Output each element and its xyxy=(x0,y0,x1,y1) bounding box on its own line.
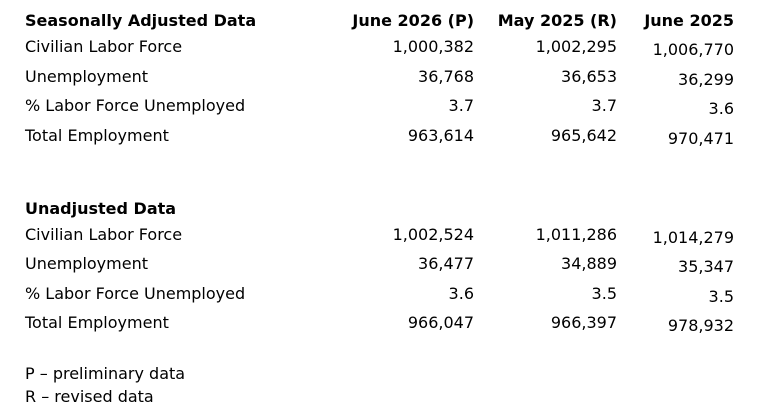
row-label: % Labor Force Unemployed xyxy=(25,96,246,115)
table-row xyxy=(0,95,764,117)
seasonally-adjusted-heading: Seasonally Adjusted Data xyxy=(25,11,257,30)
row-value: 34,889 xyxy=(561,254,617,273)
table-row xyxy=(0,36,764,58)
table-row xyxy=(0,253,764,275)
table-row xyxy=(0,312,764,334)
row-value: 978,932 xyxy=(667,316,734,335)
row-value: 3.6 xyxy=(448,284,474,303)
unadjusted-heading: Unadjusted Data xyxy=(25,199,177,218)
row-value: 36,299 xyxy=(678,70,734,89)
row-value: 36,477 xyxy=(418,254,474,273)
column-header-june-2025: June 2025 xyxy=(644,11,734,30)
row-label: Unemployment xyxy=(25,67,148,86)
row-value: 963,614 xyxy=(407,126,474,145)
table-row xyxy=(0,125,764,147)
row-label: Unemployment xyxy=(25,254,148,273)
row-label: Civilian Labor Force xyxy=(25,37,183,56)
row-value: 36,653 xyxy=(561,67,617,86)
row-label: Total Employment xyxy=(25,313,169,332)
row-label: Civilian Labor Force xyxy=(25,225,183,244)
column-header-may-2025: May 2025 (R) xyxy=(497,11,617,30)
row-value: 966,397 xyxy=(550,313,617,332)
row-value: 36,768 xyxy=(418,67,474,86)
row-value: 35,347 xyxy=(678,257,734,276)
table-row xyxy=(0,66,764,88)
row-label: % Labor Force Unemployed xyxy=(25,284,246,303)
row-value: 3.5 xyxy=(708,287,734,306)
table-row xyxy=(0,283,764,305)
footnote-revised: R – revised data xyxy=(25,387,154,406)
row-value: 3.7 xyxy=(591,96,617,115)
row-value: 3.6 xyxy=(708,99,734,118)
column-header-june-2026: June 2026 (P) xyxy=(352,11,474,30)
row-value: 3.5 xyxy=(591,284,617,303)
seasonally-adjusted-header-row xyxy=(0,10,764,32)
row-value: 1,014,279 xyxy=(652,228,734,247)
row-value: 965,642 xyxy=(550,126,617,145)
unadjusted-header-row xyxy=(0,198,764,220)
row-value: 1,002,295 xyxy=(535,37,617,56)
row-value: 1,000,382 xyxy=(392,37,474,56)
row-value: 970,471 xyxy=(667,129,734,148)
row-value: 1,006,770 xyxy=(652,40,734,59)
table-row xyxy=(0,224,764,246)
row-value: 3.7 xyxy=(448,96,474,115)
row-value: 1,011,286 xyxy=(535,225,617,244)
row-value: 966,047 xyxy=(407,313,474,332)
footnote-preliminary: P – preliminary data xyxy=(25,364,186,383)
row-label: Total Employment xyxy=(25,126,169,145)
row-value: 1,002,524 xyxy=(392,225,474,244)
